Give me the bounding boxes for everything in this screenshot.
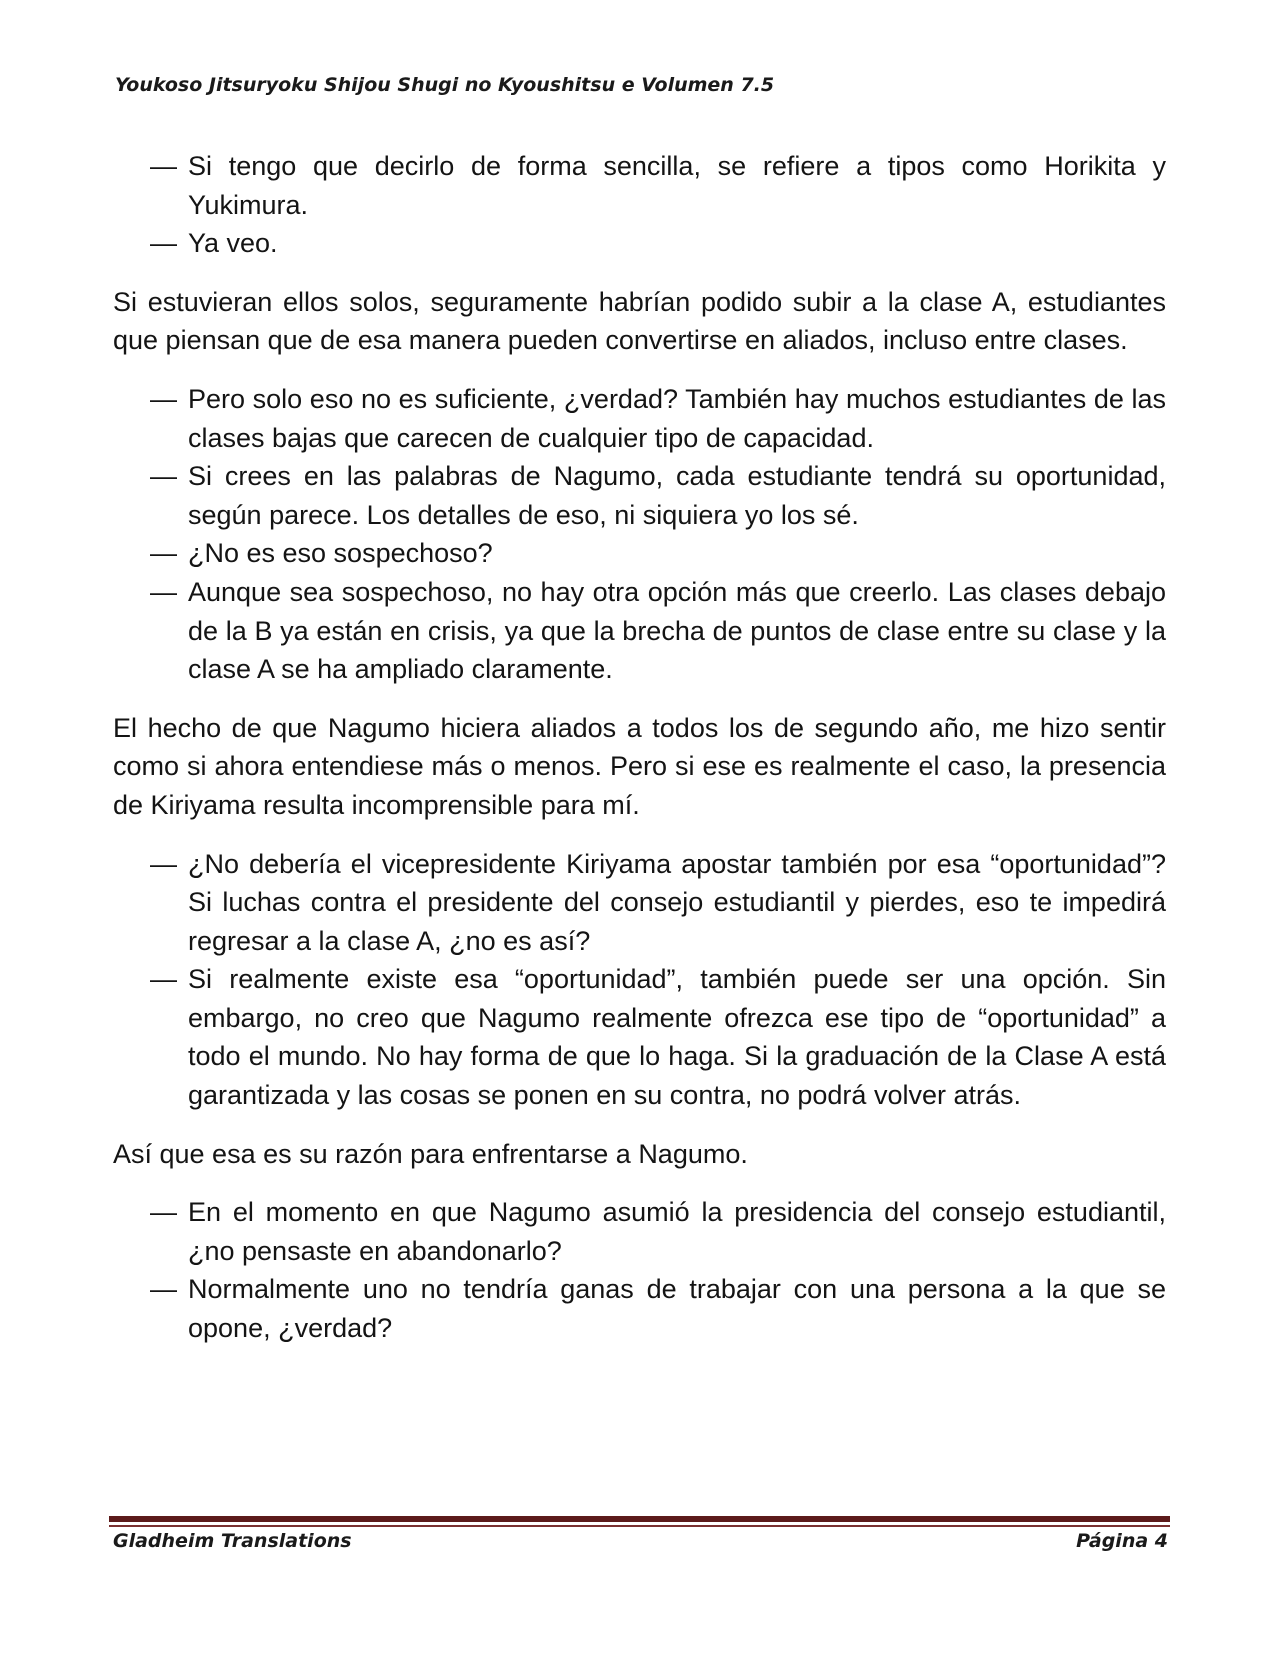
dialogue-text: Si tengo que decirlo de forma sencilla, se refiere a tipos como Horikita y Yukimura. — [188, 151, 1166, 220]
dialogue-line — [113, 534, 1166, 573]
paragraph: El hecho de que Nagumo hiciera aliados a todos los de segundo año, me hizo sentir como si ahora entendiese más o menos. Pero si ese es realmente el caso, la presencia de Kiriyama resulta incomprensible para mí. — [113, 712, 1166, 820]
dialogue-text: En el momento en que Nagumo asumió la presidencia del consejo estudiantil, ¿no pensaste en abandonarlo? — [188, 1197, 1166, 1266]
footer-divider — [109, 1516, 1170, 1522]
dialogue-line — [113, 1270, 1166, 1347]
dialogue-line — [113, 224, 1166, 263]
dialogue-line — [113, 457, 1166, 534]
dialogue-line — [113, 380, 1166, 457]
dialogue-text: Ya veo. — [188, 228, 278, 259]
dialogue-dash: — — [150, 1197, 177, 1228]
footer-divider-thin — [109, 1525, 1170, 1527]
dialogue-block — [113, 380, 1166, 689]
dialogue-block — [113, 147, 1166, 263]
page-body — [113, 147, 1166, 1348]
dialogue-dash: — — [150, 1274, 177, 1305]
dialogue-line — [113, 147, 1166, 224]
dialogue-text: Normalmente uno no tendría ganas de trabajar con una persona a la que se opone, ¿verdad? — [188, 1274, 1166, 1344]
dialogue-text: Si realmente existe esa “oportunidad”, también puede ser una opción. Sin embargo, no creo que Nagumo realmente ofrezca ese tipo de “oportunidad” a todo el mundo. No hay forma de que lo haga. Si la graduación de la Clase A está garantizada y las cosas se ponen en su contra, no podrá volver atrás. — [188, 964, 1166, 1111]
dialogue-text: Si crees en las palabras de Nagumo, cada estudiante tendrá su oportunidad, según parece. Los detalles de eso, ni siquiera yo los sé. — [188, 461, 1166, 530]
dialogue-text: ¿No debería el vicepresidente Kiriyama apostar también por esa “oportunidad”? Si luchas contra el presidente del consejo estudiantil y pierdes, eso te impedirá regresar a la clase A, ¿no es así? — [188, 848, 1166, 956]
dialogue-dash: — — [150, 461, 177, 492]
dialogue-dash: — — [150, 151, 177, 181]
footer-publisher: Gladheim Translations — [113, 1530, 352, 1552]
dialogue-line — [113, 960, 1166, 1114]
dialogue-dash: — — [150, 538, 177, 569]
dialogue-dash: — — [150, 383, 177, 414]
dialogue-dash: — — [150, 848, 177, 879]
dialogue-dash: — — [150, 576, 177, 607]
dialogue-block — [113, 1193, 1166, 1347]
dialogue-block — [113, 845, 1166, 1115]
page-header-title: Youkoso Jitsuryoku Shijou Shugi no Kyoushitsu e Volumen 7.5 — [115, 74, 775, 96]
dialogue-line — [113, 1193, 1166, 1270]
dialogue-text: Pero solo eso no es suficiente, ¿verdad? También hay muchos estudiantes de las clases bajas que carecen de cualquier tipo de capacidad. — [188, 383, 1166, 453]
dialogue-text: ¿No es eso sospechoso? — [188, 538, 493, 569]
dialogue-dash: — — [150, 964, 177, 995]
paragraph: Así que esa es su razón para enfrentarse a Nagumo. — [113, 1138, 748, 1169]
dialogue-line — [113, 573, 1166, 689]
paragraph: Si estuvieran ellos solos, seguramente habrían podido subir a la clase A, estudiantes que piensan que de esa manera pueden convertirse en aliados, incluso entre clases. — [113, 286, 1166, 356]
footer-page-number: Página 4 — [1076, 1530, 1168, 1552]
dialogue-text: Aunque sea sospechoso, no hay otra opción más que creerlo. Las clases debajo de la B ya están en crisis, ya que la brecha de puntos de clase entre su clase y la clase A se ha ampliado claramente. — [188, 576, 1166, 685]
dialogue-dash: — — [150, 228, 177, 259]
dialogue-line — [113, 845, 1166, 961]
